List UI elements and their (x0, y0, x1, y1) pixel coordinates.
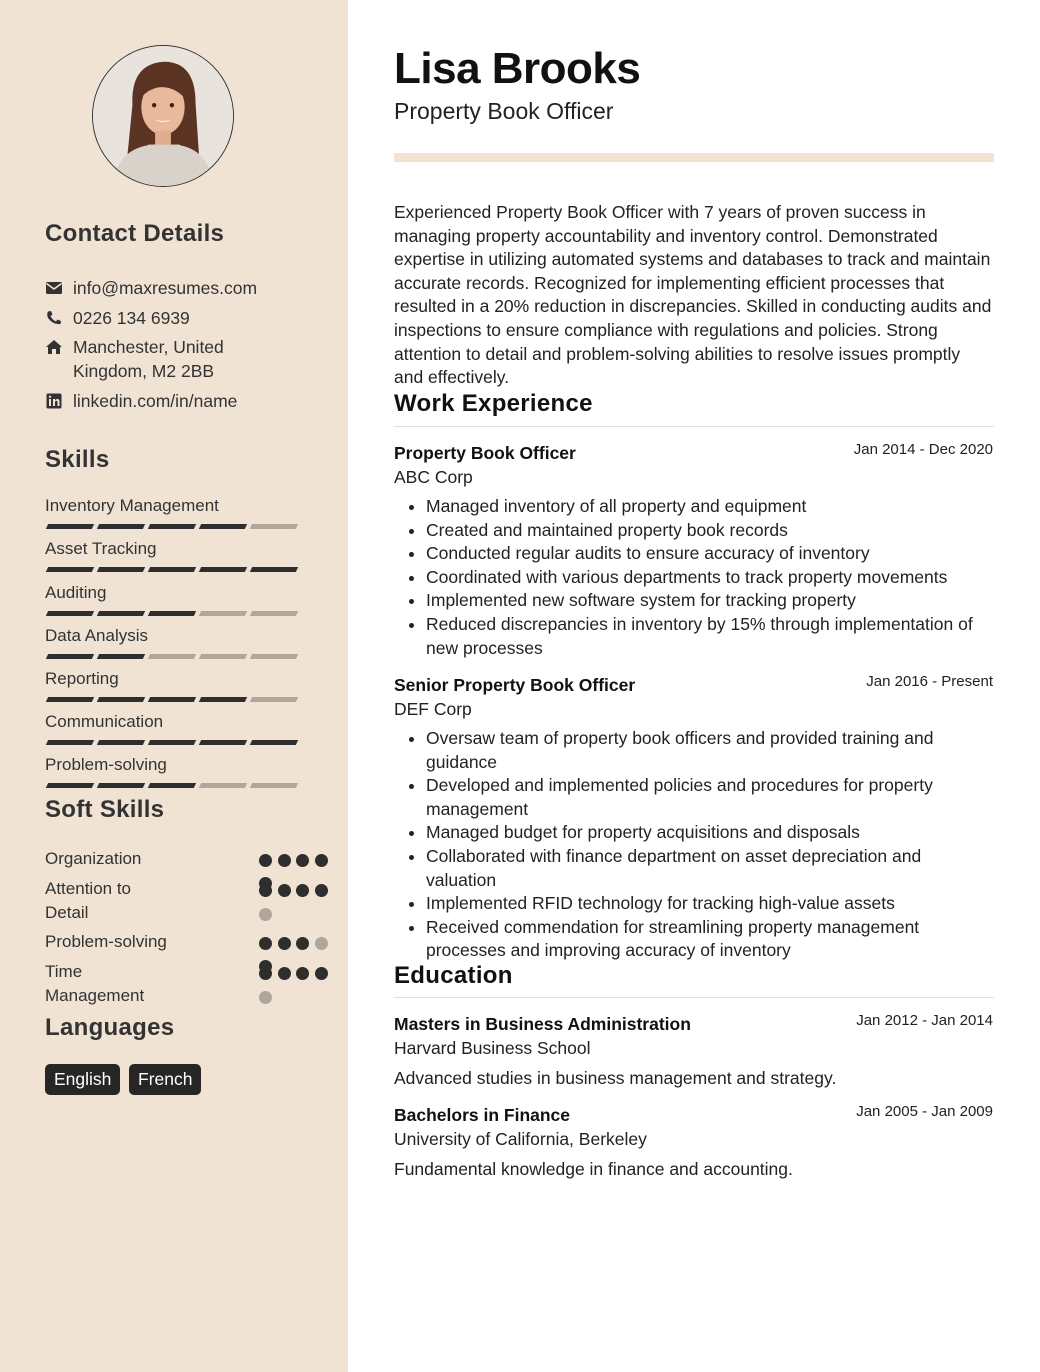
rating-dot (315, 854, 328, 867)
candidate-role: Property Book Officer (394, 98, 614, 124)
job-bullets (394, 727, 994, 963)
skill-level-segment (199, 783, 247, 788)
skill-label: Auditing (45, 583, 107, 602)
skill-level-segment (148, 697, 196, 702)
skill-level-segment (199, 654, 247, 659)
list-item: • Managed budget for property acquisitions and disposals (426, 821, 994, 845)
languages-heading: Languages (45, 1014, 175, 1041)
skill-level-segment (148, 740, 196, 745)
skill-level-segment (97, 567, 145, 572)
rating-dot (259, 854, 272, 867)
profile-photo (92, 45, 234, 187)
skill-level-segment (148, 567, 196, 572)
work-entry (394, 673, 994, 963)
education-divider (394, 997, 994, 998)
skill-level-segment (46, 697, 94, 702)
soft-skills-heading: Soft Skills (45, 796, 165, 823)
school-name: Harvard Business School (394, 1038, 591, 1058)
rating-dot (278, 854, 291, 867)
degree-title: Masters in Business Administration (394, 1014, 691, 1034)
degree-description: Fundamental knowledge in finance and accounting. (394, 1159, 793, 1179)
skill-level-bar (47, 697, 297, 702)
candidate-name: Lisa Brooks (394, 44, 641, 93)
rating-dot (259, 908, 272, 921)
skill-level-bar (47, 567, 297, 572)
skill-level-segment (46, 654, 94, 659)
skill-level-segment (46, 740, 94, 745)
list-item: • Conducted regular audits to ensure accuracy of inventory (426, 542, 994, 566)
skill-level-segment (199, 740, 247, 745)
skill-row (45, 625, 301, 647)
rating-dot (259, 937, 272, 950)
degree-dates: Jan 2005 - Jan 2009 (856, 1103, 993, 1120)
school-name: University of California, Berkeley (394, 1129, 647, 1149)
phone-number[interactable]: 0226 134 6939 (73, 308, 190, 328)
skill-level-segment (250, 524, 298, 529)
skill-level-segment (250, 611, 298, 616)
skill-label: Reporting (45, 669, 119, 688)
skill-row (45, 495, 301, 517)
list-item: • Developed and implemented policies and procedures for property management (426, 774, 994, 821)
work-entry (394, 441, 994, 660)
skill-level-bar (47, 740, 297, 745)
skill-label: Data Analysis (45, 626, 148, 645)
skill-row (45, 668, 301, 690)
skill-level-bar (47, 611, 297, 616)
soft-skill-label: Time Management (45, 962, 145, 1005)
skill-row (45, 538, 301, 560)
profile-photo-illustration (93, 46, 233, 186)
job-title: Property Book Officer (394, 443, 576, 463)
skill-level-segment (148, 654, 196, 659)
skill-level-segment (250, 654, 298, 659)
list-item: • Oversaw team of property book officers and provided training and guidance (426, 727, 994, 774)
skill-level-segment (199, 611, 247, 616)
profile-summary: Experienced Property Book Officer with 7 years of proven success in managing property accountability and inventory control. Demonstrated expertise in utilizing automated systems and databases to track and maintain accurate records. Recognized for implementing efficient processes that resulted in a 20% reduction in discrepancies. Skilled in conducting audits and inspections to ensure compliance with regulations and policies. Strong attention to detail and problem-solving abilities to resolve issues promptly and effectively. (394, 202, 992, 388)
skill-level-segment (97, 611, 145, 616)
skill-level-segment (250, 697, 298, 702)
language-chip: English (45, 1064, 120, 1095)
rating-dot (259, 877, 272, 890)
rating-dot (296, 854, 309, 867)
rating-dot (278, 884, 291, 897)
skill-level-segment (46, 567, 94, 572)
soft-skill-label: Attention to Detail (45, 879, 132, 922)
rating-dot (278, 937, 291, 950)
degree-dates: Jan 2012 - Jan 2014 (856, 1012, 993, 1029)
education-entry (394, 1012, 994, 1090)
job-dates: Jan 2016 - Present (866, 673, 993, 690)
job-company: DEF Corp (394, 699, 472, 719)
skill-level-segment (148, 524, 196, 529)
skill-level-segment (199, 697, 247, 702)
list-item: • Reduced discrepancies in inventory by 15% through implementation of new processes (426, 613, 994, 660)
rating-dot (259, 991, 272, 1004)
skill-level-segment (148, 783, 196, 788)
email-link[interactable]: info@maxresumes.com (73, 278, 258, 298)
skill-label: Problem-solving (45, 755, 167, 774)
rating-dot (259, 960, 272, 973)
list-item: • Implemented new software system for tracking property (426, 589, 994, 613)
skill-row (45, 754, 301, 776)
list-item: • Created and maintained property book records (426, 519, 994, 543)
skill-level-segment (97, 783, 145, 788)
skill-level-segment (97, 654, 145, 659)
work-divider (394, 426, 994, 427)
envelope-icon (45, 280, 63, 296)
job-dates: Jan 2014 - Dec 2020 (853, 441, 993, 458)
soft-skill-label: Problem-solving (45, 932, 167, 951)
skill-row (45, 711, 301, 733)
skill-label: Asset Tracking (45, 539, 157, 558)
skills-heading: Skills (45, 446, 110, 473)
skill-level-segment (97, 697, 145, 702)
language-chip: French (129, 1064, 201, 1095)
skill-label: Communication (45, 712, 164, 731)
job-bullets (394, 495, 994, 660)
linkedin-link[interactable]: linkedin.com/in/name (73, 391, 238, 411)
skill-level-bar (47, 654, 297, 659)
work-heading: Work Experience (394, 390, 593, 417)
contact-address (45, 335, 305, 385)
list-item: • Implemented RFID technology for tracking high-value assets (426, 892, 994, 916)
skill-level-segment (199, 524, 247, 529)
linkedin-icon (45, 393, 63, 409)
list-item: • Received commendation for streamlining property management processes and improving accuracy of inventory (426, 916, 994, 963)
skill-level-bar (47, 524, 297, 529)
education-entry (394, 1103, 994, 1181)
skill-level-segment (46, 524, 94, 529)
rating-dot (296, 884, 309, 897)
skill-level-segment (199, 567, 247, 572)
degree-title: Bachelors in Finance (394, 1105, 571, 1125)
list-item: • Coordinated with various departments to track property movements (426, 566, 994, 590)
skill-label: Inventory Management (45, 496, 219, 515)
contact-heading: Contact Details (45, 220, 225, 247)
skill-level-segment (250, 567, 298, 572)
rating-dot (315, 967, 328, 980)
job-title: Senior Property Book Officer (394, 675, 636, 695)
rating-dot (315, 884, 328, 897)
phone-icon (45, 310, 63, 326)
job-company: ABC Corp (394, 467, 473, 487)
soft-skill-label: Organization (45, 849, 142, 868)
skill-level-segment (97, 524, 145, 529)
list-item: • Collaborated with finance department on asset depreciation and valuation (426, 845, 994, 892)
skill-level-segment (46, 611, 94, 616)
skill-level-segment (148, 611, 196, 616)
address-text: Manchester, United Kingdom, M2 2BB (73, 337, 224, 381)
rating-dot (296, 937, 309, 950)
education-heading: Education (394, 962, 513, 989)
rating-dot (315, 937, 328, 950)
skill-level-segment (97, 740, 145, 745)
header-divider (394, 153, 994, 162)
home-icon (45, 339, 63, 355)
rating-dot (296, 967, 309, 980)
skill-level-segment (250, 740, 298, 745)
list-item: • Managed inventory of all property and equipment (426, 495, 994, 519)
skill-row (45, 582, 301, 604)
skill-level-bar (47, 783, 297, 788)
degree-description: Advanced studies in business management and strategy. (394, 1068, 837, 1088)
skill-level-segment (46, 783, 94, 788)
rating-dot (278, 967, 291, 980)
skill-level-segment (250, 783, 298, 788)
